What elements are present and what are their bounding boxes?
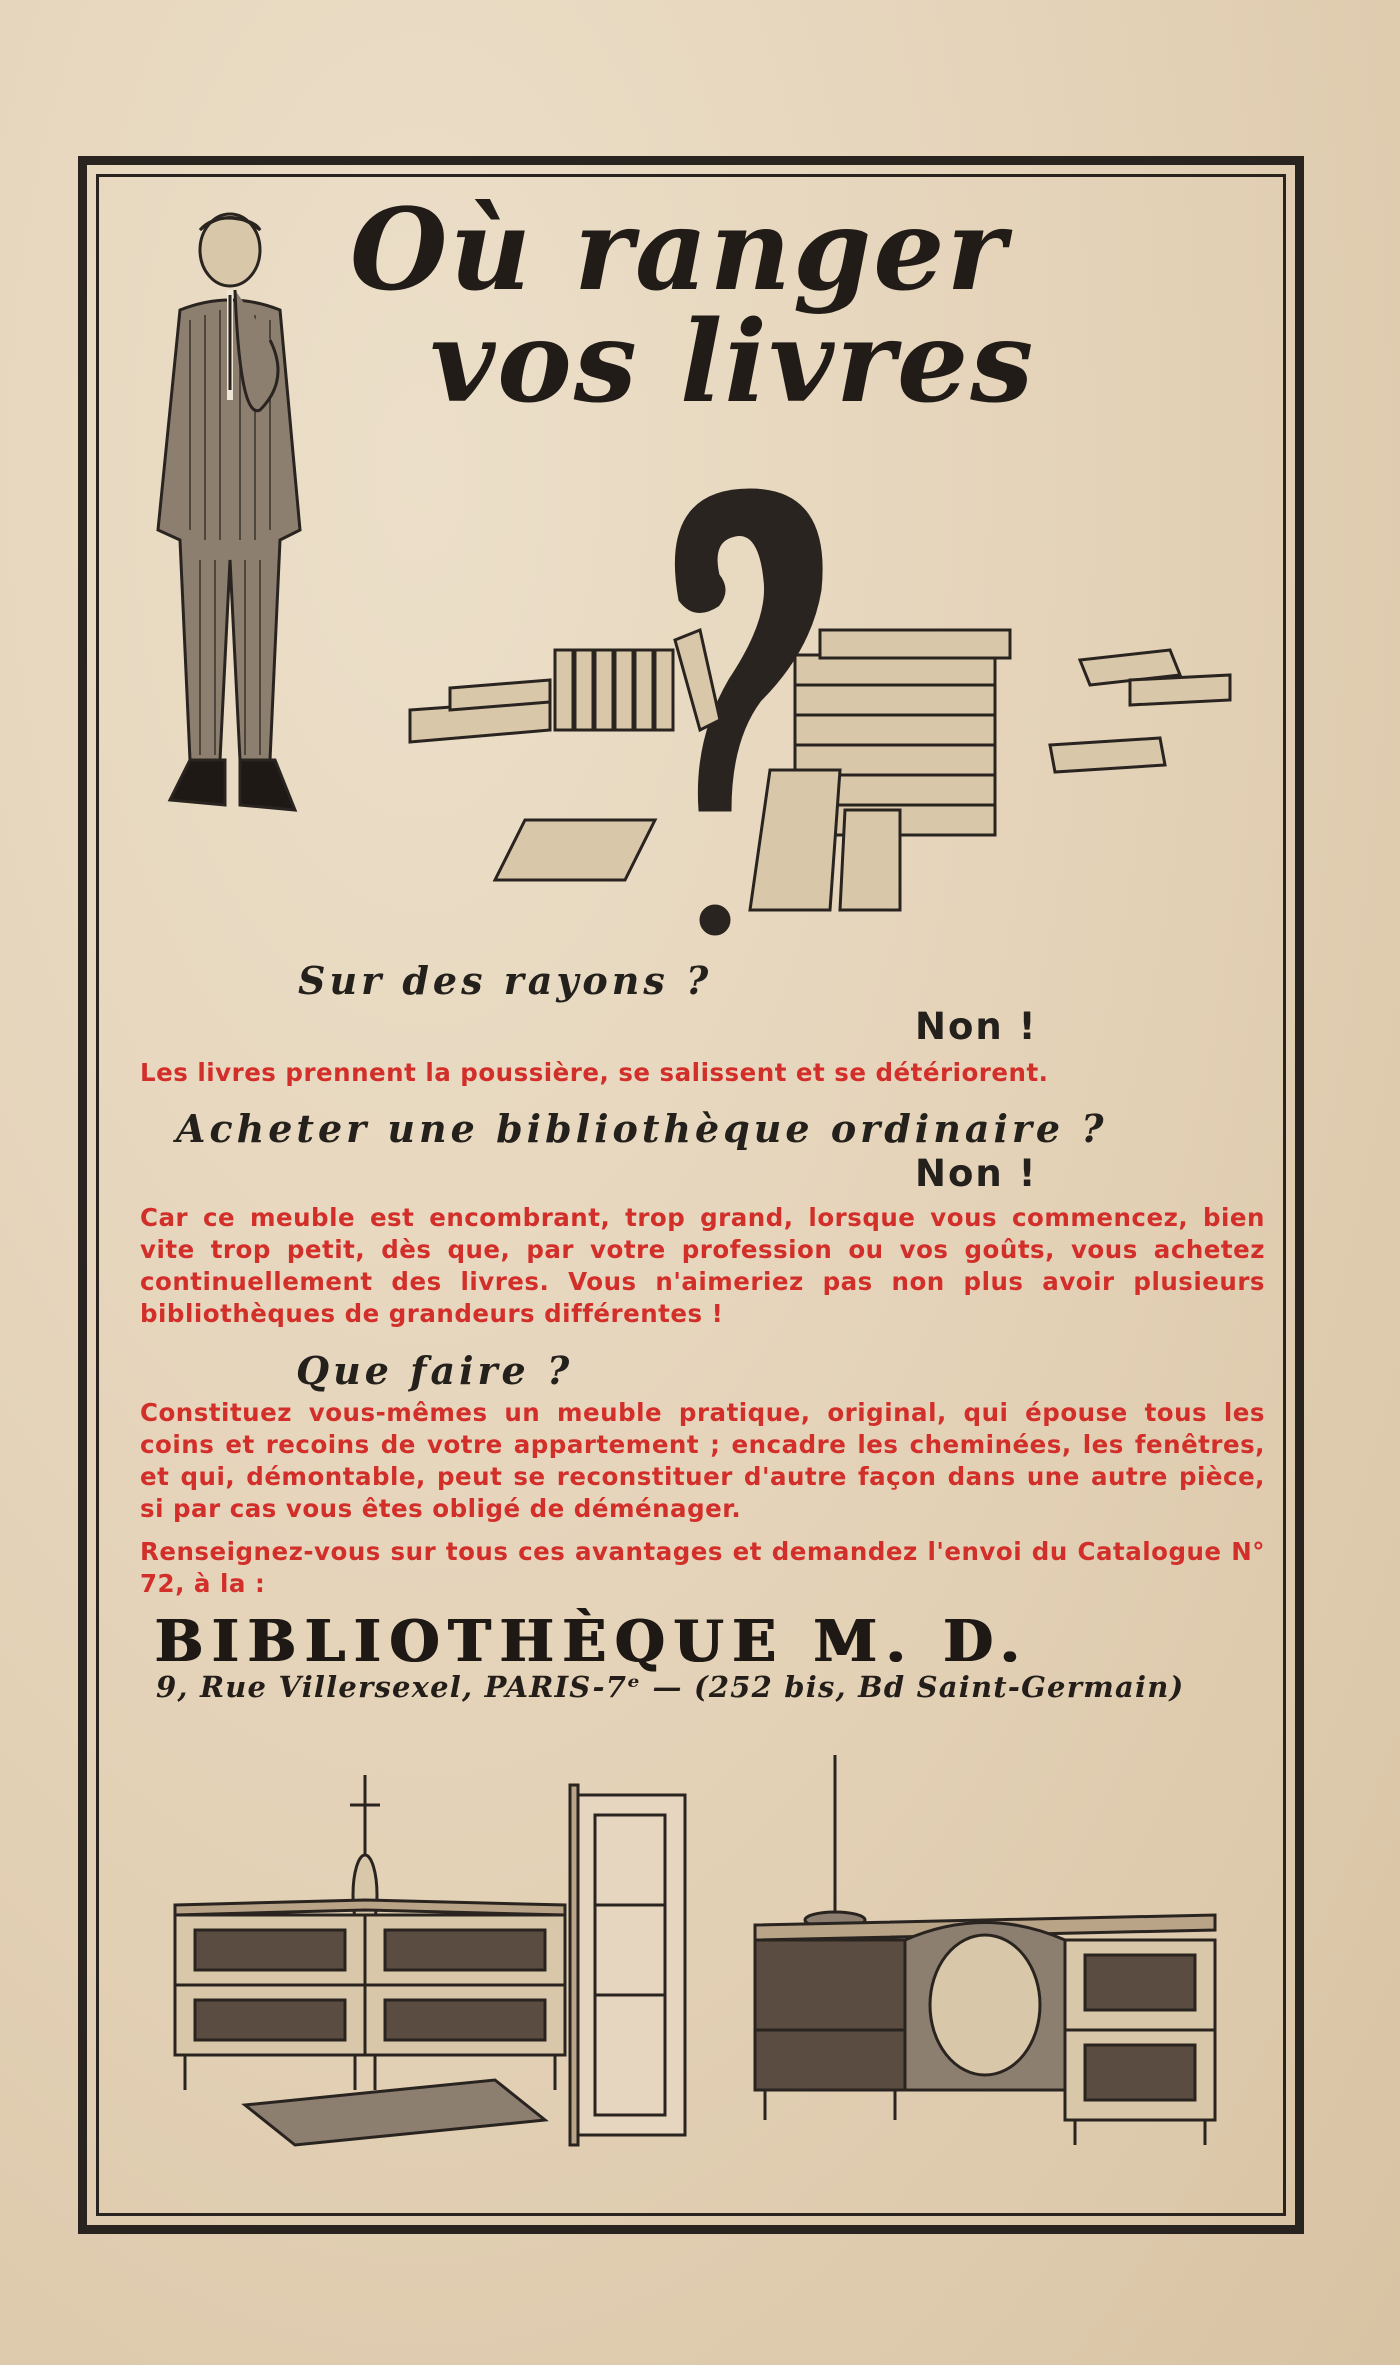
headline bbox=[350, 185, 1070, 428]
corner-bookcase-illustration bbox=[165, 1735, 725, 2155]
paragraph-2: Car ce meuble est encombrant, trop grand, lorsque vous commencez, bien vite trop petit, dès que, par votre profession ou vos goûts, vous achetez continuellement des livres. Vous n'aimeriez pas non plus avoir plusieurs bibliothèques de grandeurs différentes ! bbox=[140, 1203, 1265, 1328]
books-question-illustration bbox=[400, 480, 1260, 940]
man-illustration bbox=[130, 200, 330, 890]
brand-name: BIBLIOTHÈQUE M. D. bbox=[155, 1608, 1029, 1675]
question-1: Sur des rayons ? bbox=[298, 958, 713, 1003]
headline-line-2: vos livres bbox=[430, 297, 1036, 428]
address: 9, Rue Villersexel, PARIS-7ᵉ — (252 bis, Bd Saint-Germain) bbox=[156, 1670, 1185, 1704]
paragraph-3: Constituez vous-mêmes un meuble pratique, original, qui épouse tous les coins et recoins de votre appartement ; encadre les cheminées, les fenêtres, et qui, démontable, peut se reconstituer d'autre façon dans une autre pièce, si par cas vous êtes obligé de déménager. bbox=[140, 1398, 1265, 1523]
answer-1: Non ! bbox=[915, 1005, 1038, 1048]
question-3: Que faire ? bbox=[296, 1348, 574, 1393]
paragraph-1: Les livres prennent la poussière, se salissent et se détériorent. bbox=[140, 1058, 1049, 1087]
answer-2: Non ! bbox=[915, 1152, 1038, 1195]
desk-bookcase-illustration bbox=[745, 1735, 1225, 2155]
headline-line-1: Où ranger bbox=[350, 185, 1008, 316]
paragraph-cta: Renseignez-vous sur tous ces avantages et demandez l'envoi du Catalogue N° 72, à la : bbox=[140, 1537, 1265, 1598]
question-2: Acheter une bibliothèque ordinaire ? bbox=[176, 1106, 1108, 1151]
